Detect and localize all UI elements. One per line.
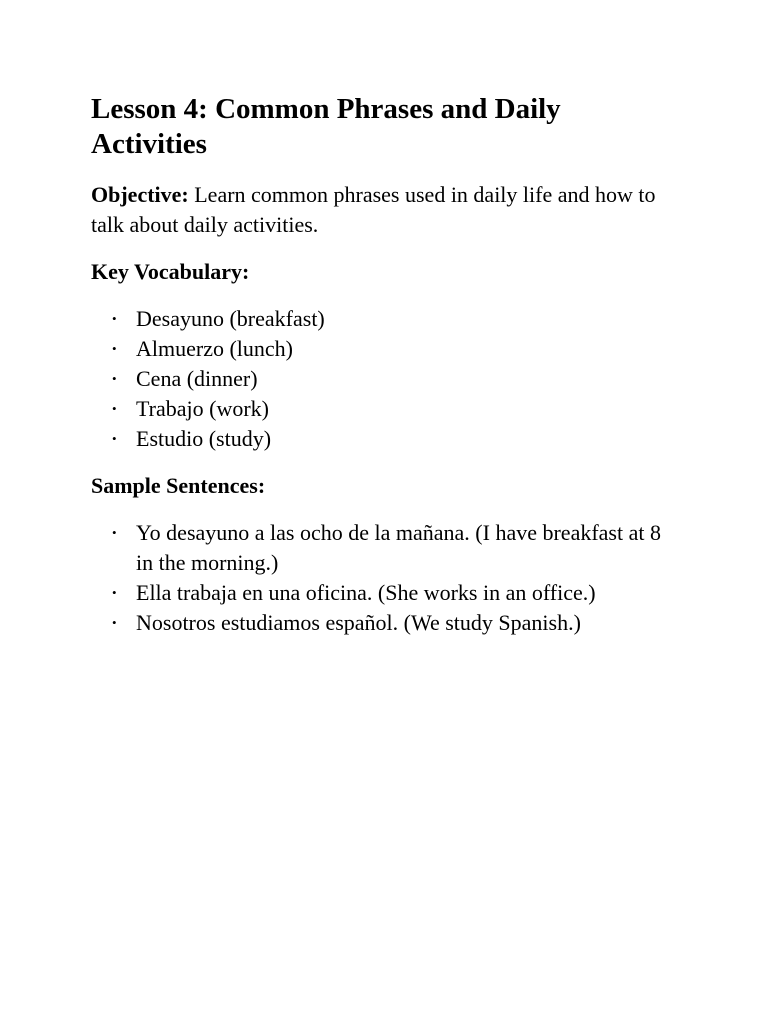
bullet-icon: • [112,401,117,416]
objective-text: Learn common phrases used in daily life and how to talk about daily activities. [91,182,656,237]
list-item [91,394,678,424]
bullet-icon: • [112,311,117,326]
list-item [91,608,678,638]
bullet-icon: • [112,585,117,600]
vocabulary-item-text: Almuerzo (lunch) [136,336,293,361]
list-item [91,578,678,608]
objective-paragraph [91,180,678,240]
vocabulary-item-text: Cena (dinner) [136,366,258,391]
sentence-item-text: Yo desayuno a las ocho de la mañana. (I have breakfast at 8 in the morning.) [136,520,661,575]
vocabulary-item-text: Trabajo (work) [136,396,269,421]
bullet-icon: • [112,341,117,356]
vocabulary-item-text: Estudio (study) [136,426,272,451]
vocabulary-item-text: Desayuno (breakfast) [136,306,325,331]
list-item [91,424,678,454]
sentence-item-text: Ella trabaja en una oficina. (She works in an office.) [136,580,596,605]
bullet-icon: • [112,525,117,540]
sentences-list [91,518,678,638]
list-item [91,304,678,334]
list-item [91,518,678,578]
list-item [91,364,678,394]
list-item [91,334,678,364]
bullet-icon: • [112,615,117,630]
vocabulary-list [91,304,678,454]
vocabulary-heading: Key Vocabulary: [91,259,250,284]
bullet-icon: • [112,431,117,446]
objective-label: Objective: [91,182,189,207]
bullet-icon: • [112,371,117,386]
sentences-heading: Sample Sentences: [91,473,266,498]
sentence-item-text: Nosotros estudiamos español. (We study Spanish.) [136,610,581,635]
lesson-title: Lesson 4: Common Phrases and Daily Activities [91,93,561,160]
